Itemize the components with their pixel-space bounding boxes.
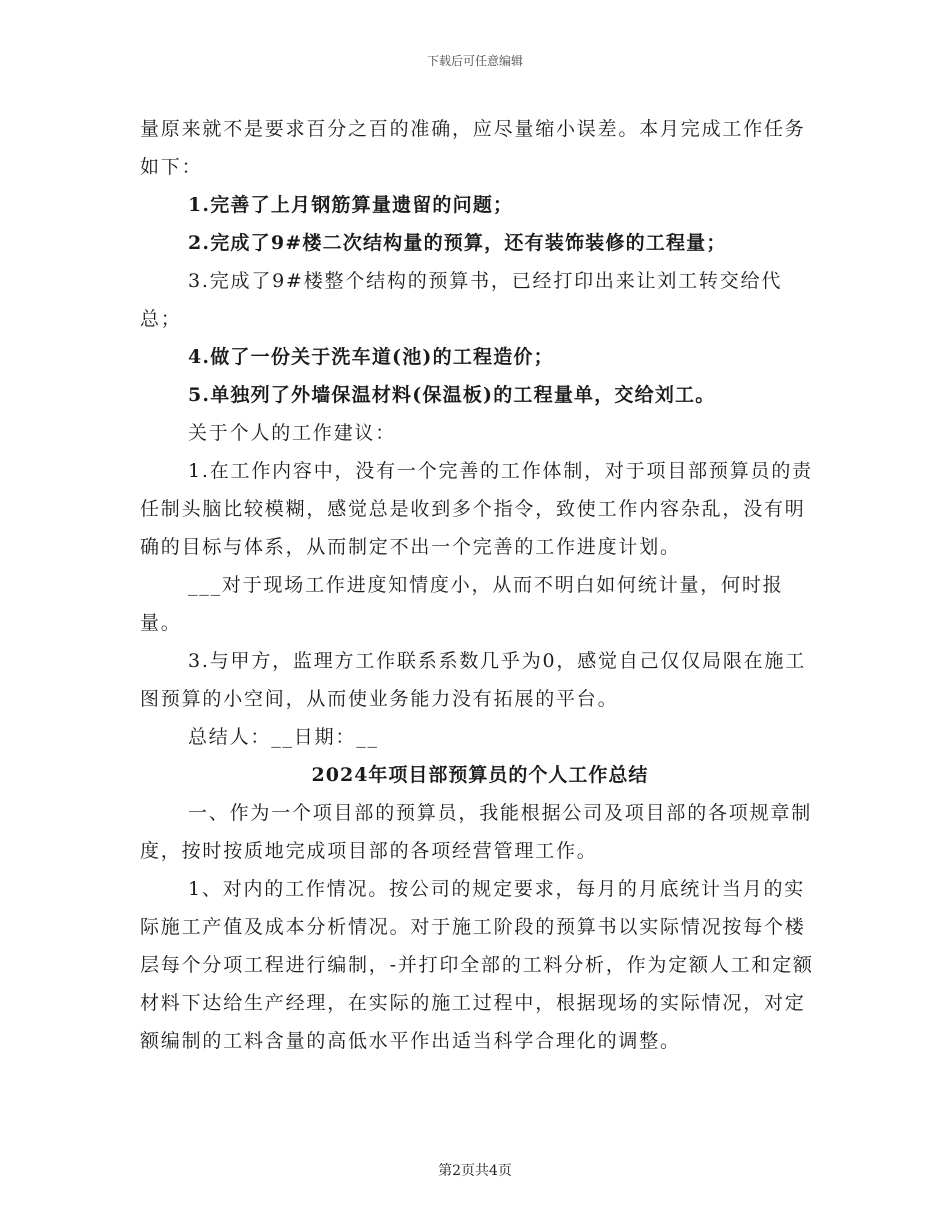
- suggestion-item: ___对于现场工作进度知情度小，从而不明白如何统计量，何时报量。: [140, 574, 784, 634]
- section-heading: 关于个人的工作建议：: [188, 422, 397, 444]
- paragraph: 1、对内的工作情况。按公司的规定要求，每月的月底统计当月的实际施工产值及成本分析情况。对于施工阶段的预算书以实际情况按每个楼层每个分项工程进行编制，-并打印全部的工料分析，作为定额人工和定额材料下达给生产经理，在实际的施工过程中，根据现场的实际情况，对定额编制的工料含量的高低水平作出适当科学合理化的调整。: [140, 878, 814, 1052]
- document-body: [140, 110, 820, 1060]
- task-item: 3.完成了9#楼整个结构的预算书，已经打印出来让刘工转交给代总；: [140, 270, 783, 330]
- task-item: 1.完善了上月钢筋算量遗留的问题；: [188, 194, 514, 216]
- signature-line: 总结人：__日期：__: [188, 726, 379, 748]
- paragraph: 一、作为一个项目部的预算员，我能根据公司及项目部的各项规章制度，按时按质地完成项目部的各项经营管理工作。: [140, 802, 813, 862]
- task-item: 2.完成了9#楼二次结构量的预算，还有装饰装修的工程量；: [188, 232, 727, 254]
- document-title: 2024年项目部预算员的个人工作总结: [311, 764, 649, 786]
- suggestion-item: 1.在工作内容中，没有一个完善的工作体制，对于项目部预算员的责任制头脑比较模糊，感觉总是收到多个指令，致使工作内容杂乱，没有明确的目标与体系，从而制定不出一个完善的工作进度计划。: [140, 460, 813, 558]
- suggestion-item: 3.与甲方，监理方工作联系系数几乎为0，感觉自己仅仅局限在施工图预算的小空间，从而使业务能力没有拓展的平台。: [140, 650, 807, 710]
- task-item: 5.单独列了外墙保温材料(保温板)的工程量单，交给刘工。: [188, 384, 716, 406]
- paragraph: 量原来就不是要求百分之百的准确，应尽量缩小误差。本月完成工作任务如下：: [140, 118, 806, 178]
- page-number: 第2页共4页: [438, 1163, 512, 1179]
- task-item: 4.做了一份关于洗车道(池)的工程造价；: [188, 346, 554, 368]
- page-header: 下载后可任意编辑: [426, 54, 523, 68]
